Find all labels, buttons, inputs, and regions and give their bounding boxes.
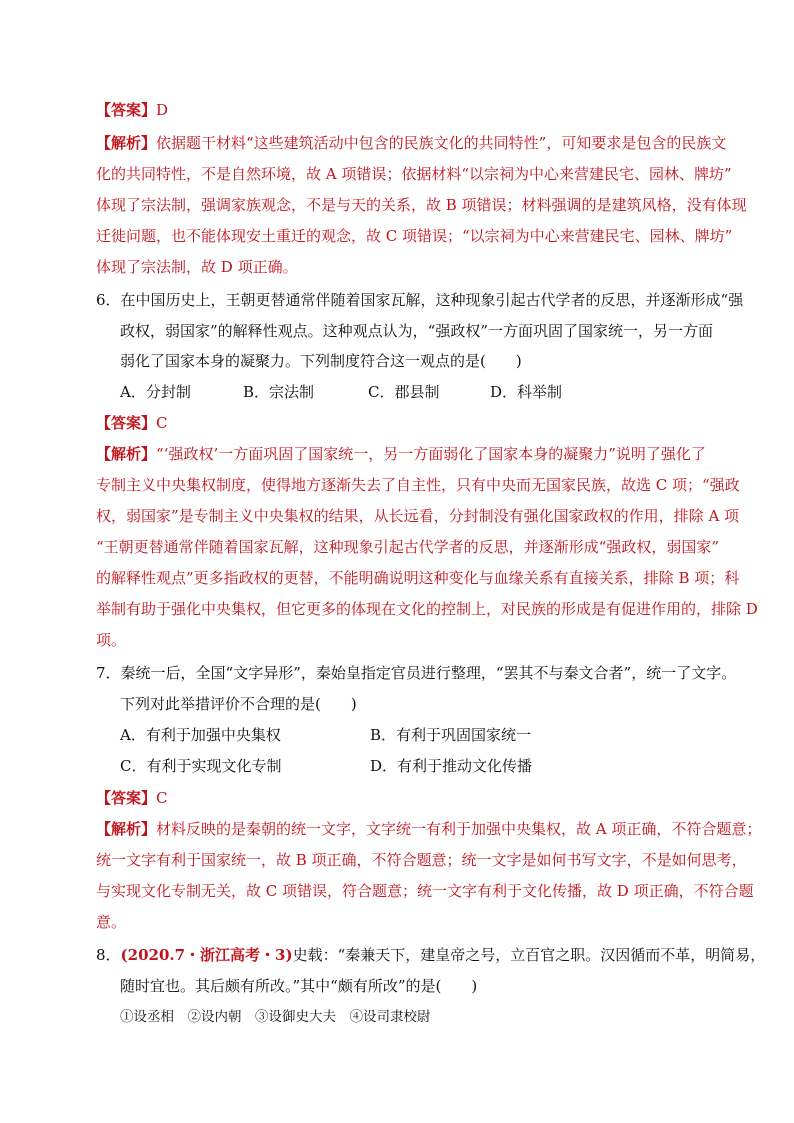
analysis-text: 材料反映的是秦朝的统一文字，文字统一有利于加强中央集权，故 A 项正确，不符合题意；: [156, 820, 762, 838]
option-d: D．有利于推动文化传播: [370, 757, 533, 775]
q6-analysis-line-4: “王朝更替通常伴随着国家瓦解，这种现象引起古代学者的反思，并逐渐形成“强政权，弱国家”: [96, 538, 720, 556]
option-d: D．科举制: [490, 383, 563, 401]
option-a: A．有利于加强中央集权: [120, 726, 281, 744]
answer-value: C: [156, 414, 168, 432]
q6-answer-line: [96, 413, 702, 433]
q6-stem-line-1: 6．在中国历史上，王朝更替通常伴随着国家瓦解，这种现象引起古代学者的反思，并逐渐形成“强: [96, 291, 744, 309]
option-c: C．有利于实现文化专制: [120, 757, 282, 775]
option-c: C．郡县制: [368, 383, 440, 401]
question-number: 8．: [96, 946, 121, 964]
q6-options: [120, 382, 702, 402]
q6-analysis-line-5: 的解释性观点”更多指政权的更替，不能明确说明这种变化与血缘关系有直接关系，排除 B 项；科: [96, 569, 740, 587]
q7-analysis-line-1: [96, 819, 762, 839]
q6-analysis-line-3: 权，弱国家”是专制主义中央集权的结果，从长远看，分封制没有强化国家政权的作用，排除 A 项: [96, 507, 740, 525]
q5-answer-line: [96, 100, 702, 120]
option-b: B．宗法制: [243, 383, 315, 401]
option-b: B．有利于巩固国家统一: [370, 726, 532, 744]
q8-stem-line-2: 随时宜也。其后颇有所改。”其中“颇有所改”的是( ): [120, 977, 478, 995]
q7-options-row-1: [120, 725, 702, 745]
option-a: A．分封制: [120, 383, 191, 401]
q8-stem-line-1: [96, 945, 766, 965]
q6-analysis-line-7: 项。: [96, 631, 127, 649]
answer-value: D: [156, 101, 169, 119]
q8-choices: ①设丞相 ②设内朝 ③设御史大夫 ④设司隶校尉: [120, 1009, 431, 1025]
q6-stem-line-3: 弱化了国家本身的凝聚力。下列制度符合这一观点的是( ): [120, 352, 522, 370]
q7-analysis-line-3: 与实现文化专制无关，故 C 项错误，符合题意；统一文字有利于文化传播，故 D 项正确，不符合题: [96, 882, 754, 900]
q5-analysis-line-3: 体现了宗法制，强调家族观念，不是与天的关系，故 B 项错误；材料强调的是建筑风格，没有体现: [96, 196, 747, 214]
analysis-label: 【解析】: [96, 820, 157, 838]
answer-label: 【答案】: [96, 789, 157, 807]
q7-stem-line-1: 7．秦统一后，全国“文字异形”，秦始皇指定官员进行整理，“罢其不与秦文合者”，统一了文字。: [96, 664, 737, 682]
answer-label: 【答案】: [96, 101, 157, 119]
q5-analysis-line-1: [96, 133, 727, 153]
question-source: (2020.7・浙江高考・3): [120, 946, 293, 964]
analysis-label: 【解析】: [96, 134, 157, 152]
q7-analysis-line-2: 统一文字有利于国家统一，故 B 项正确，不符合题意；统一文字是如何书写文字，不是如何思考，: [96, 851, 747, 869]
q6-analysis-line-6: 举制有助于强化中央集权，但它更多的体现在文化的控制上，对民族的形成是有促进作用的，排除 D: [96, 600, 758, 618]
q7-analysis-line-4: 意。: [96, 913, 127, 931]
q6-stem-line-2: 政权，弱国家”的解释性观点。这种观点认为，“强政权”一方面巩固了国家统一，另一方面: [120, 322, 714, 340]
q7-stem-line-2: 下列对此举措评价不合理的是( ): [120, 695, 357, 713]
answer-label: 【答案】: [96, 414, 157, 432]
q5-analysis-line-5: 体现了宗法制，故 D 项正确。: [96, 258, 298, 276]
q6-analysis-line-1: [96, 444, 706, 464]
q7-answer-line: [96, 788, 702, 808]
q6-analysis-line-2: 专制主义中央集权制度，使得地方逐渐失去了自主性，只有中央而无国家民族，故选 C 项；“强政: [96, 476, 740, 494]
q7-options-row-2: [120, 756, 702, 776]
analysis-text: “‘强政权’一方面巩固了国家统一，另一方面弱化了国家本身的凝聚力”说明了强化了: [156, 445, 706, 463]
question-stem: 史载：“秦兼天下，建皇帝之号，立百官之职。汉因循而不革，明简易，: [292, 946, 766, 964]
answer-value: C: [156, 789, 168, 807]
q5-analysis-line-2: 化的共同特性，不是自然环境，故 A 项错误；依据材料“以宗祠为中心来营建民宅、园林、牌坊”: [96, 165, 732, 183]
analysis-label: 【解析】: [96, 445, 157, 463]
analysis-text: 依据题干材料“这些建筑活动中包含的民族文化的共同特性”，可知要求是包含的民族文: [156, 134, 727, 152]
q5-analysis-line-4: 迁徙问题，也不能体现安土重迁的观念，故 C 项错误；“以宗祠为中心来营建民宅、园林、牌坊”: [96, 227, 733, 245]
